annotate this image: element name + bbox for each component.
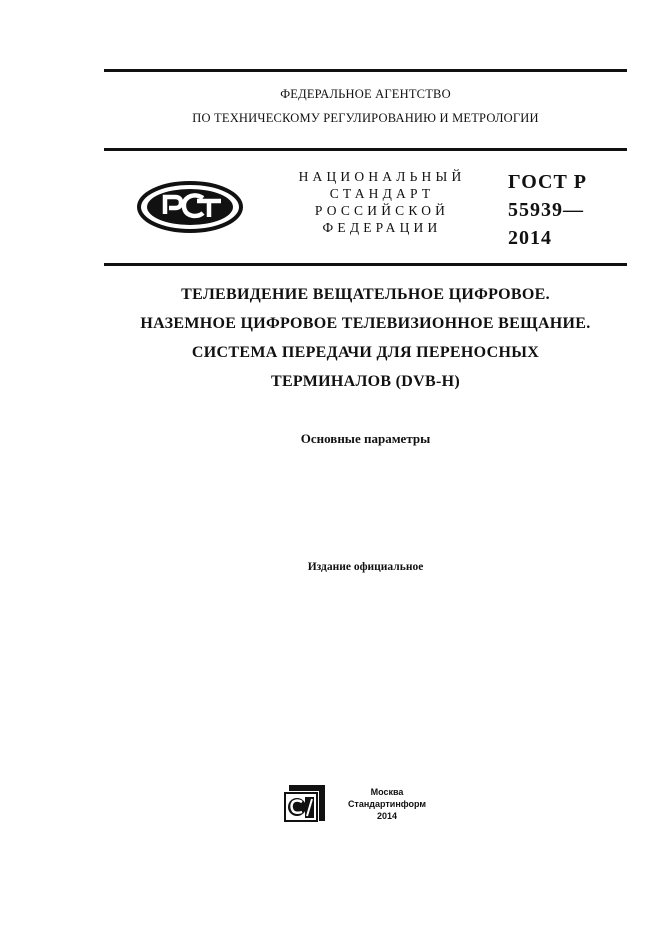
agency-line-1: ФЕДЕРАЛЬНОЕ АГЕНТСТВО [280, 87, 451, 101]
document-title [104, 280, 627, 396]
standard-number [508, 168, 587, 252]
document-subtitle: Основные параметры [300, 431, 431, 446]
standard-number-line: 2014 [508, 227, 552, 249]
title-line: НАЗЕМНОЕ ЦИФРОВОЕ ТЕЛЕВИЗИОННОЕ ВЕЩАНИЕ. [140, 315, 591, 332]
publisher-block [335, 786, 439, 822]
top-rule [104, 69, 627, 72]
title-rule [104, 263, 627, 266]
standard-number-line: 55939— [508, 199, 584, 221]
rst-mark-icon [137, 181, 243, 233]
header-rule [104, 148, 627, 151]
title-line: ТЕРМИНАЛОВ (DVB-H) [270, 373, 460, 390]
standard-number-line: ГОСТ Р [508, 171, 588, 193]
publisher-name: Стандартинформ [347, 799, 427, 809]
standard-type [288, 168, 476, 236]
agency-line-2: ПО ТЕХНИЧЕСКОМУ РЕГУЛИРОВАНИЮ И МЕТРОЛОГИИ [192, 111, 539, 125]
standard-type-line: СТАНДАРТ [329, 186, 435, 201]
standard-type-line: РОССИЙСКОЙ [314, 203, 450, 218]
edition-label: Издание официальное [307, 561, 424, 573]
title-line: ТЕЛЕВИДЕНИЕ ВЕЩАТЕЛЬНОЕ ЦИФРОВОЕ. [181, 286, 550, 303]
publisher-city: Москва [370, 787, 404, 797]
publisher-year: 2014 [376, 811, 398, 821]
standartinform-logo-icon [283, 783, 327, 823]
standard-type-line: НАЦИОНАЛЬНЫЙ [298, 169, 466, 184]
title-line: СИСТЕМА ПЕРЕДАЧИ ДЛЯ ПЕРЕНОСНЫХ [191, 344, 540, 361]
standard-type-line: ФЕДЕРАЦИИ [322, 220, 442, 235]
